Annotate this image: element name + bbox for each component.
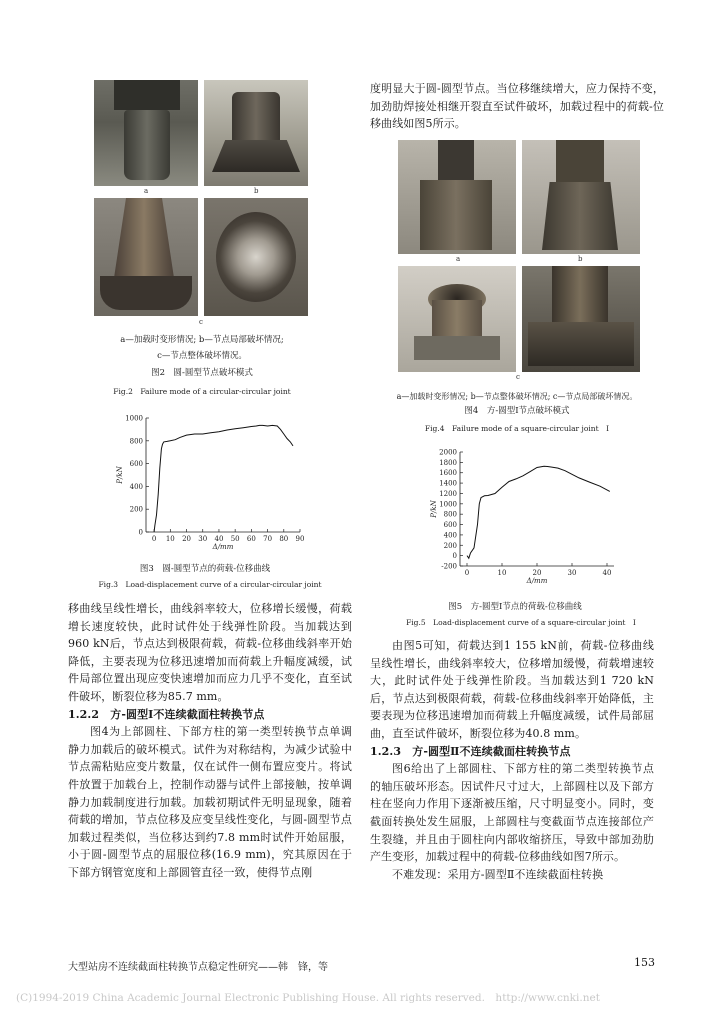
- fig5-title-en: Fig.5 Load-displacement curve of a square-circular joint Ⅰ: [406, 618, 636, 627]
- fig5-series-line: [467, 466, 610, 558]
- fig5-y-tick-label: 1800: [439, 458, 457, 467]
- fig4-label-c: c: [516, 373, 520, 381]
- fig5-y-axis-label: P/kN: [430, 500, 438, 518]
- left-para-2: 图4为上部圆柱、下部方柱的第一类型转换节点单调静力加载后的破坏模式。试件为对称结构，为减少试验中节点需粘贴应变片数量，仅在试件一侧布置应变片。将试件放置于加载台上，控制作动器与试件上部接触，按单调静力加载制度进行加载。加载初期试件无明显现象，随着荷载的增加，节点位移及应变呈线性变化，与圆-圆型节点加载过程类似，当位移达到约7.8 mm时试件开始屈服，小于圆-圆型节点的屈服位移(16.9 mm)，究其原因在于下部方钢管宽度和上部圆管直径一致，使得节点刚: [68, 725, 352, 879]
- fig5-chart: [418, 444, 618, 594]
- fig5-y-tick-label: 1000: [439, 500, 457, 509]
- fig5-y-tick-label: 1600: [439, 469, 457, 478]
- fig4-title-cn: 图4 方-圆型Ⅰ节点破坏模式: [464, 406, 570, 416]
- fig3-y-tick-label: 1000: [125, 414, 143, 423]
- fig2-title-cn: 图2 圆-圆型节点破坏模式: [151, 368, 253, 378]
- fig5-y-tick-label: 0: [452, 552, 457, 561]
- fig5-y-tick-label: 400: [443, 531, 457, 540]
- fig3-y-tick-label: 400: [129, 482, 143, 491]
- fig3-x-tick-label: 30: [198, 535, 208, 543]
- running-footer-title: 大型站房不连续截面柱转换节点稳定性研究——韩 锋，等: [68, 962, 328, 973]
- fig4-photo-c-left: [398, 266, 516, 372]
- fig3-x-tick-label: 60: [246, 535, 256, 543]
- left-body: [68, 600, 352, 882]
- fig5-y-tick-label: 600: [443, 521, 457, 530]
- fig4-label-a: a: [456, 255, 461, 263]
- fig3-title-en: Fig.3 Load-displacement curve of a circular-circular joint: [98, 580, 322, 589]
- fig3-x-tick-label: 10: [165, 535, 175, 543]
- left-para-1: 移曲线呈线性增长，曲线斜率较大，位移增长缓慢，荷载增长速度较快，此时试件处于线弹性阶段。当加载达到960 kN后，节点达到极限荷载，荷载-位移曲线斜率开始降低，主要表现为位移迅速增加而荷载上升幅度减缓，试件局部位置出现应变快速增加而应力几乎不变化，直至试件破坏，断裂位移为85.7 mm。: [68, 602, 352, 703]
- fig2-photo-c-left: [94, 198, 198, 316]
- fig3-x-tick-label: 70: [263, 535, 273, 543]
- fig2-legend-line2: c—节点整体破坏情况。: [157, 351, 247, 361]
- section-heading-1-2-3: 1.2.3 方-圆型Ⅱ不连续截面柱转换节点: [370, 744, 571, 758]
- fig5-x-tick-label: 20: [532, 569, 542, 577]
- fig2-photo-c-right: [204, 198, 308, 316]
- fig3-x-axis-label: Δ/mm: [212, 543, 234, 551]
- fig3-x-tick-label: 20: [182, 535, 191, 543]
- fig3-x-tick-label: 0: [151, 535, 157, 543]
- fig5-y-tick-label: 800: [443, 510, 457, 519]
- fig5-x-tick-label: 40: [602, 569, 612, 577]
- right-body: [370, 637, 654, 883]
- fig5-y-tick-label: 1400: [439, 479, 457, 488]
- fig5-title-cn: 图5 方-圆型Ⅰ节点的荷载-位移曲线: [448, 602, 582, 612]
- fig4-legend-line1: a—加载时变形情况; b—节点整体破坏情况; c—节点局部破坏情况。: [396, 392, 638, 401]
- fig2-legend-line1: a—加载时变形情况; b—节点局部破坏情况;: [120, 335, 284, 345]
- fig3-x-tick-label: 90: [295, 535, 304, 543]
- fig5-y-tick-label: -200: [441, 562, 457, 571]
- fig2-photo-a: [94, 80, 198, 186]
- fig3-x-tick-label: 40: [214, 535, 224, 543]
- fig5-x-tick-label: 0: [464, 569, 470, 577]
- right-top-text: 度明显大于圆-圆型节点。当位移继续增大，应力保持不变，加劲肋焊接处相继开裂直至试件破坏，加载过程中的荷载-位移曲线如图5所示。: [370, 82, 664, 131]
- right-para-2: 图6给出了上部圆柱、下部方柱的第二类型转换节点的轴压破坏形态。因试件尺寸过大，上部圆柱以及下部方柱在竖向力作用下逐渐被压缩，尺寸明显变小。同时，变截面转换处发生屈服，上部圆柱与变截面节点连接部位产生裂缝，并且由于圆柱向内部收缩挤压，导致中部加劲肋产生变形，加载过程中的荷载-位移曲线如图7所示。: [370, 762, 654, 864]
- section-heading-1-2-2: 1.2.2 方-圆型Ⅰ不连续截面柱转换节点: [68, 707, 265, 721]
- fig2-photo-b: [204, 80, 308, 186]
- fig5-x-axis-label: Δ/mm: [526, 577, 548, 585]
- fig4-label-b: b: [578, 255, 583, 263]
- page-number: 153: [634, 956, 655, 969]
- fig5-y-tick-label: 1200: [439, 489, 457, 498]
- right-para-3: 不难发现：采用方-圆型Ⅱ不连续截面柱转换: [392, 867, 604, 881]
- fig3-y-tick-label: 800: [129, 437, 143, 446]
- fig3-chart: [104, 410, 304, 560]
- fig3-y-axis-label: P/kN: [116, 466, 124, 484]
- fig5-y-tick-label: 200: [443, 541, 457, 550]
- fig3-x-tick-label: 80: [279, 535, 289, 543]
- fig4-title-en: Fig.4 Failure mode of a square-circular joint Ⅰ: [424, 424, 610, 433]
- fig2-label-b: b: [254, 187, 259, 195]
- fig2-title-en: Fig.2 Failure mode of a circular-circular joint: [113, 387, 291, 396]
- fig3-y-tick-label: 600: [129, 460, 143, 469]
- fig4-photo-b: [522, 140, 640, 254]
- fig4-photo-c-right: [522, 266, 640, 372]
- fig5-y-tick-label: 2000: [439, 448, 457, 457]
- fig3-y-tick-label: 0: [138, 528, 143, 537]
- fig3-x-tick-label: 50: [230, 535, 240, 543]
- right-top-paragraph: [370, 80, 664, 133]
- right-para-1: 由图5可知，荷载达到1 155 kN前，荷载-位移曲线呈线性增长，曲线斜率较大，位移增加缓慢，荷载增速较大，此时试件处于线弹性阶段。当加载达到1 720 kN后，节点达到极限荷载，荷载-位移曲线斜率开始降低，主要表现为位移迅速增加而荷载上升幅度减缓，试件局部屈曲，直至试件破坏，断裂位移为40.8 mm。: [370, 639, 654, 740]
- fig3-series-line: [154, 425, 293, 532]
- fig2-label-a: a: [144, 187, 149, 195]
- fig5-x-tick-label: 30: [567, 569, 577, 577]
- fig2-label-c: c: [199, 318, 203, 326]
- fig3-title-cn: 图3 圆-圆型节点的荷载-位移曲线: [139, 564, 271, 574]
- fig4-photo-a: [398, 140, 516, 254]
- fig5-x-tick-label: 10: [497, 569, 507, 577]
- cnki-watermark: (C)1994-2019 China Academic Journal Electronic Publishing House. All rights reserved. http://www.cnki.net: [16, 992, 600, 1004]
- fig3-y-tick-label: 200: [129, 505, 143, 514]
